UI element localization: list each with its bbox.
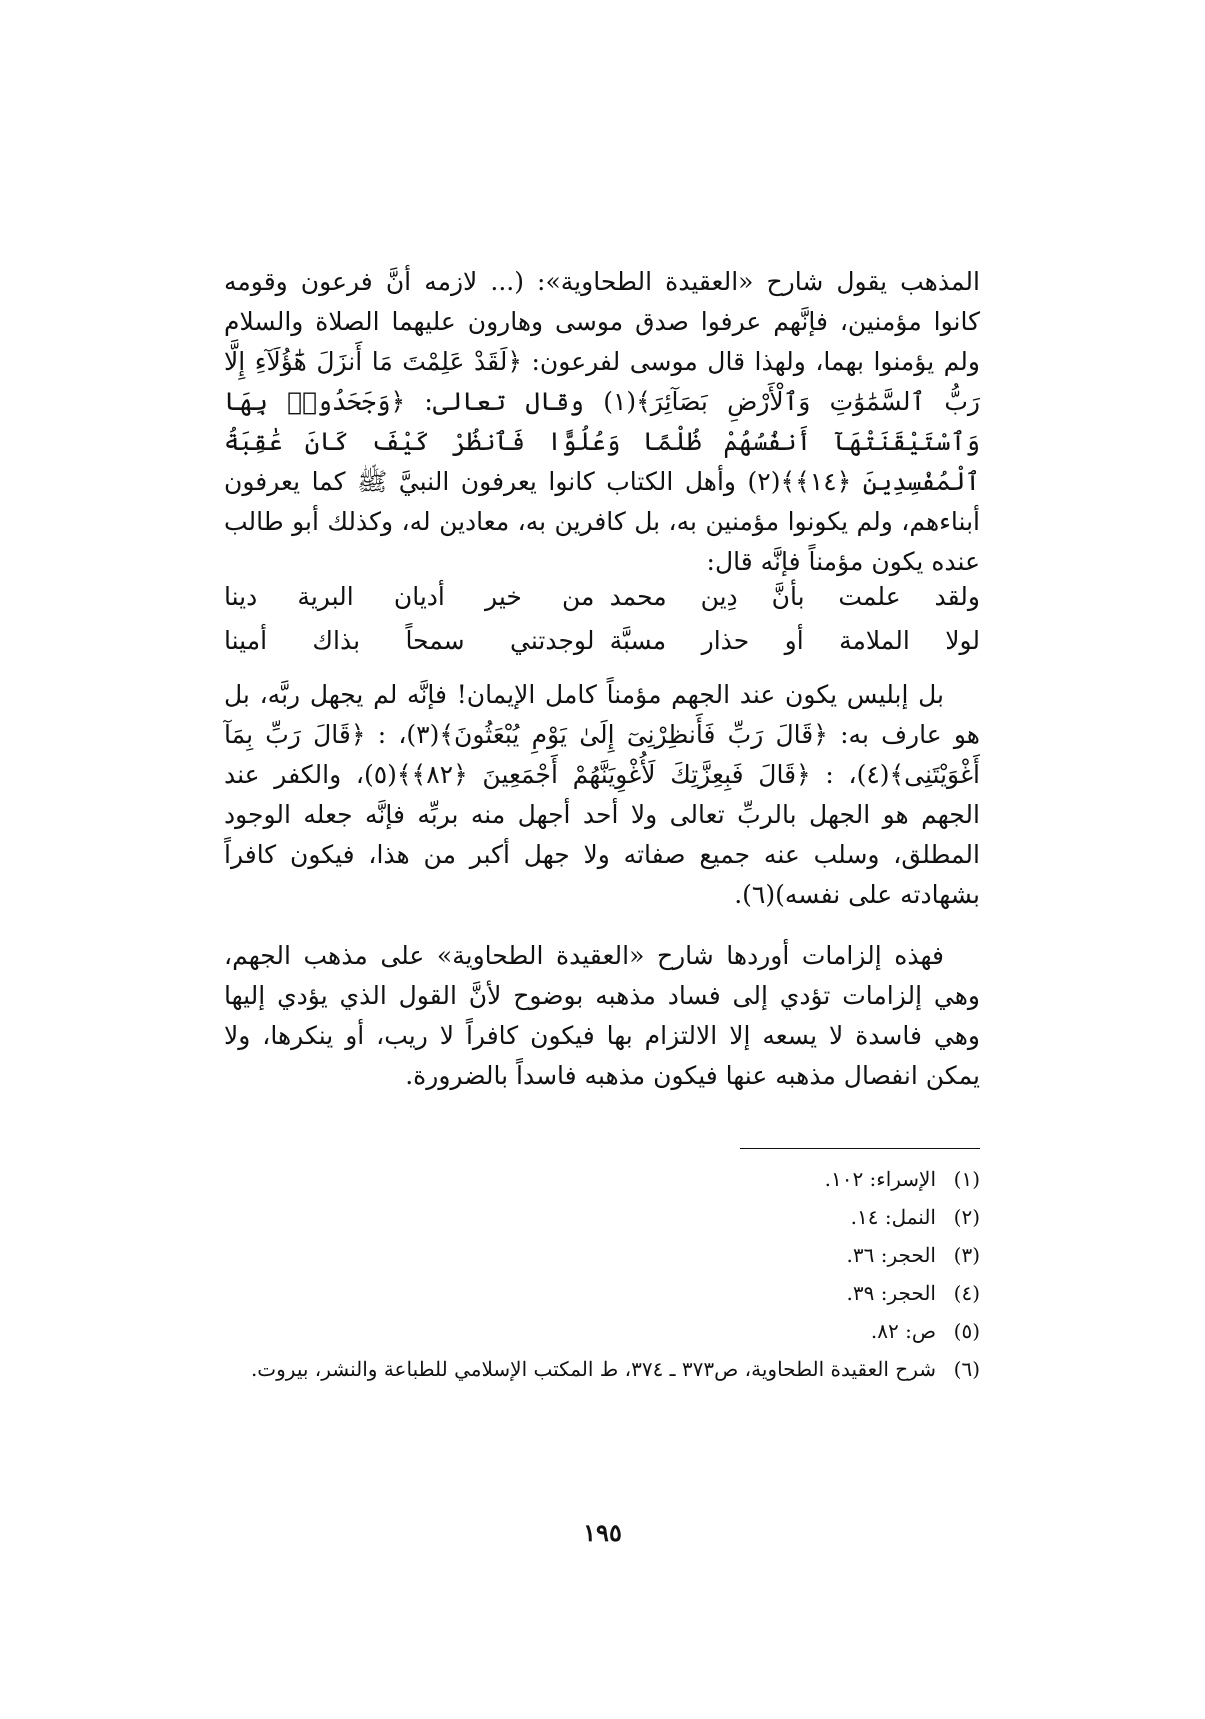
footnote-number: (٤) [953, 1281, 980, 1305]
footnotes-list [224, 1160, 980, 1388]
footnote-item [224, 1274, 980, 1312]
poem [224, 575, 980, 663]
footnote-number: (٣) [953, 1243, 980, 1267]
footnote-separator [740, 1148, 980, 1149]
verse-1-first-hemistich: ولقد علمت بأنَّ دِين محمد [609, 582, 980, 611]
footnote-number: (٥) [953, 1319, 980, 1343]
footnote-text: الإسراء: ١٠٢. [824, 1167, 936, 1191]
footnote-item [224, 1312, 980, 1350]
page-number: ١٩٥ [583, 1518, 622, 1547]
footnote-text: الحجر: ٣٩. [846, 1281, 936, 1305]
footnote-number: (١) [953, 1167, 980, 1191]
verse-2-second-hemistich: لوجدتني سمحاً بذاك أمينا [224, 626, 595, 655]
footnote-item [224, 1236, 980, 1274]
verse-2-first-hemistich: لولا الملامة أو حذار مسبَّة [609, 626, 980, 655]
footnote-text: شرح العقيدة الطحاوية، ص٣٧٣ ـ ٣٧٤، ط المكتب الإسلامي للطباعة والنشر، بيروت. [250, 1357, 936, 1381]
paragraph-3: فهذه إلزامات أوردها شارح «العقيدة الطحاوية» على مذهب الجهم، وهي إلزامات تؤدي إلى فساد مذهبه بوضوح لأنَّ القول الذي يؤدي إليها وهي فاسدة لا يسعه إلا الالتزام بها فيكون كافراً لا ريب، أو ينكرها، ولا يمكن انفصال مذهبه عنها فيكون مذهبه فاسداً بالضرورة. [224, 941, 980, 1090]
poem-verse-1 [224, 575, 980, 619]
poem-verse-2 [224, 619, 980, 663]
footnote-number: (٦) [953, 1357, 980, 1381]
footnote-number: (٢) [953, 1205, 980, 1229]
paragraph-2: بل إبليس يكون عند الجهم مؤمناً كامل الإيمان! فإنَّه لم يجهل ربَّه، بل هو عارف به: ﴿قَالَ رَبِّ فَأَنظِرْنِىٓ إِلَىٰ يَوْمِ يُبْعَثُونَ﴾(٣)، : ﴿قَالَ رَبِّ بِمَآ أَغْوَيْتَنِى﴾(٤)، : ﴿قَالَ فَبِعِزَّتِكَ لَأُغْوِيَنَّهُمْ أَجْمَعِينَ ﴿٨٢﴾﴾(٥)، والكفر عند الجهم هو الجهل بالربِّ تعالى ولا أحد أجهل منه بربِّه فإنَّه جعله الوجود المطلق، وسلب عنه جميع صفاته ولا جهل أكبر من هذا، فيكون كافراً بشهادته على نفسه)(٦). [224, 680, 980, 909]
footnote-item [224, 1160, 980, 1198]
footnote-item [224, 1350, 980, 1388]
verse-1-second-hemistich: من خير أديان البرية دينا [224, 582, 595, 611]
footnote-text: ص: ٨٢. [870, 1319, 936, 1343]
footnote-text: الحجر: ٣٦. [846, 1243, 936, 1267]
paragraph-1: المذهب يقول شارح «العقيدة الطحاوية»: (... لازمه أنَّ فرعون وقومه كانوا مؤمنين، فإنَّهم عرفوا صدق موسى وهارون عليهما الصلاة والسلام ولم يؤمنوا بهما، ولهذا قال موسى لفرعون: ﴿لَقَدْ عَلِمْتَ مَا أَنزَلَ هَٰٓؤُلَآءِ إِلَّا رَبُّ ٱلسَّمَٰوَٰتِ وَٱلْأَرْضِ بَصَآئِرَ﴾(١) وقال تعالى: ﴿وَجَحَدُوا۟ بِهَا وَٱسْتَيْقَنَتْهَآ أَنفُسُهُمْ ظُلْمًا وَعُلُوًّا فَٱنظُرْ كَيْفَ كَانَ عَٰقِبَةُ ٱلْمُفْسِدِينَ ﴿١٤﴾﴾(٢) وأهل الكتاب كانوا يعرفون النبيَّ ﷺ كما يعرفون أبناءهم، ولم يكونوا مؤمنين به، بل كافرين به، معادين له، وكذلك أبو طالب عنده يكون مؤمناً فإنَّه قال: [224, 267, 981, 576]
footnote-text: النمل: ١٤. [850, 1205, 936, 1229]
footnote-item [224, 1198, 980, 1236]
